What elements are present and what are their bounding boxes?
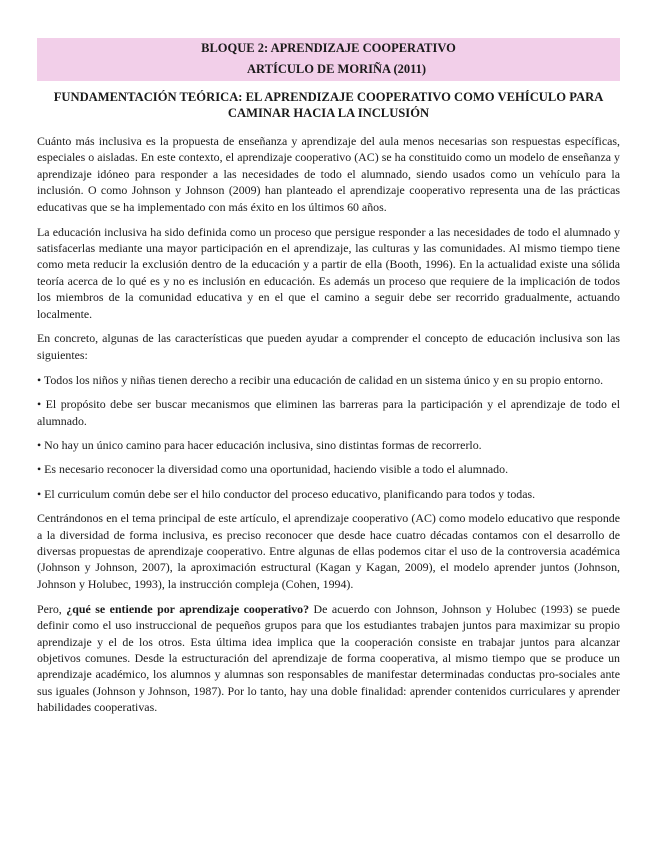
paragraph-1: Cuánto más inclusiva es la propuesta de enseñanza y aprendizaje del aula menos necesarias son respuestas específicas, especiales o aisladas. En este contexto, el aprendizaje cooperativo (AC) se ha constituido como un modelo de enseñanza y aprendizaje idóneo para responder a las necesidades de todo el alumnado, siendo usados como un vehículo para la inclusión. O como Johnson y Johnson (2009) han planteado el aprendizaje cooperativo representa una de las prácticas educativas que se ha implementado con más éxito en los últimos 60 años.	[37, 134, 620, 214]
bullet-item-4: • Es necesario reconocer la diversidad como una oportunidad, haciendo visible a todo el alumnado.	[37, 462, 509, 477]
paragraph-4: Centrándonos en el tema principal de este artículo, el aprendizaje cooperativo (AC) como modelo educativo que responde a la diversidad de forma inclusiva, es preciso reconocer que desde hace cuatro décadas contamos con el desarrollo de diversas propuestas de aprendizaje cooperativo. Entre algunas de ellas podemos citar el uso de la controversia académica (Johnson y Johnson, 2007), la aproximación estructural (Kagan y Kagan, 2009), el modelo aprender juntos (Johnson, Johnson y Holubec, 1993), la instrucción compleja (Cohen, 1994).	[37, 511, 620, 591]
paragraph-3: En concreto, algunas de las características que pueden ayudar a comprender el concepto de educación inclusiva son las siguientes:	[37, 331, 620, 362]
paragraph-5-question: ¿qué se entiende por aprendizaje cooperativo?	[66, 601, 310, 616]
bullet-item-3: • No hay un único camino para hacer educación inclusiva, sino distintas formas de recorrerlo.	[37, 438, 482, 452]
block-title: BLOQUE 2: APRENDIZAJE COOPERATIVO	[201, 41, 456, 55]
title-banner	[37, 38, 620, 81]
paragraph-5-body: De acuerdo con Johnson, Johnson y Holubec (1993) se puede definir como el uso instruccional de pequeños grupos para que los estudiantes trabajen juntos para maximizar su propio aprendizaje y el de los otros. Esta última idea implica que la cooperación consiste en trabajar juntos para alcanzar objetivos comunes. Desde la estructuración del aprendizaje de forma cooperativa, al mismo tiempo que se produce un aprendizaje académico, los alumnos y alumnas son responsables de manifestar determinadas conductas pro-sociales ante sus iguales (Johnson y Johnson, 1987). Por lo tanto, hay una doble finalidad: aprender contenidos curriculares y aprender habilidades cooperativas.	[37, 601, 620, 715]
bullet-item-5: • El curriculum común debe ser el hilo conductor del proceso educativo, planificando para todos y todas.	[37, 486, 536, 501]
article-title: ARTÍCULO DE MORIÑA (2011)	[247, 62, 427, 76]
paragraph-5	[37, 601, 620, 716]
paragraph-5-lead: Pero,	[37, 601, 67, 616]
paragraph-2: La educación inclusiva ha sido definida como un proceso que persigue responder a las necesidades de todo el alumnado y satisfacerlas mediante una mayor participación en el aprendizaje, las culturas y las comunidades. Al mismo tiempo tiene como meta reducir la exclusión dentro de la educación y a partir de ella (Booth, 1996). En la actualidad existe una sólida teoría acerca de lo qué es y no es inclusión en educación. Es además un proceso que requiere de la implicación de todos los miembros de la comunidad educativa y en el que el camino a seguir debe ser recorrido gradualmente, actuando localmente.	[37, 224, 620, 321]
bullet-item-2: • El propósito debe ser buscar mecanismos que eliminen las barreras para la participación y el aprendizaje de todo el alumnado.	[37, 397, 620, 428]
section-heading: FUNDAMENTACIÓN TEÓRICA: EL APRENDIZAJE COOPERATIVO COMO VEHÍCULO PARA CAMINAR HACIA LA INCLUSIÓN	[53, 90, 604, 120]
bullet-item-1: • Todos los niños y niñas tienen derecho a recibir una educación de calidad en un sistema único y en su propio entorno.	[37, 372, 604, 387]
